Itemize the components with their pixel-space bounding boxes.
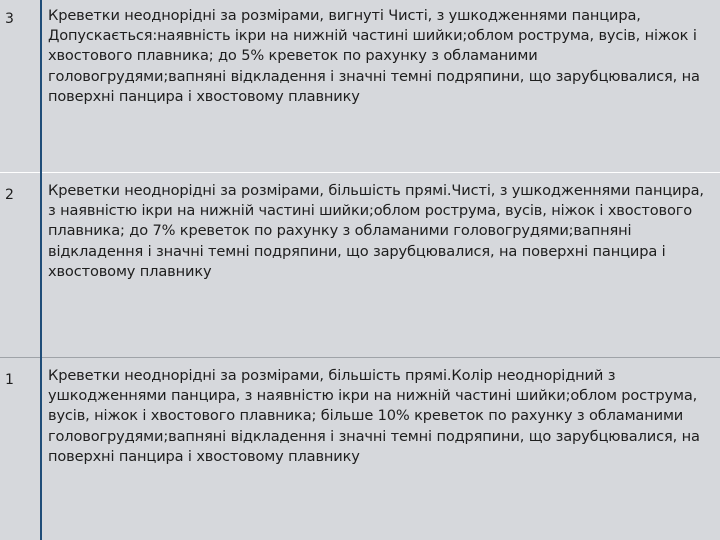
grade-cell [0, 173, 41, 358]
table-row [0, 358, 720, 540]
description-cell [41, 173, 720, 358]
grade-number: 2 [5, 187, 14, 203]
table-row [0, 0, 720, 173]
grade-number: 1 [5, 372, 14, 388]
description-cell [41, 0, 720, 173]
grade-cell [0, 0, 41, 173]
table-row [0, 173, 720, 358]
grade-description: Креветки неоднорідні за розмірами, вигнуті Чисті, з ушкодженнями панцира, Допускається:наявність ікри на нижній частині шийки;облом рострума, вусів, ніжок і хвостового плавника; до 5% креветок по рахунку з обламаними головогрудями;вапняні відкладення і значні темні подряпини, що зарубцювалися, на поверхні панцира і хвостовому плавнику [48, 7, 700, 105]
grade-number: 3 [5, 11, 14, 27]
description-cell [41, 358, 720, 540]
grade-cell [0, 358, 41, 540]
grade-description: Креветки неоднорідні за розмірами, більшість прямі.Колір неоднорідний з ушкодженнями панцира, з наявністю ікри на нижній частині шийки;облом рострума, вусів, ніжок і хвостового плавника; більше 10% креветок по рахунку з обламаними головогрудями;вапняні відкладення і значні темні подряпини, що зарубцювалися, на поверхні панцира і хвостовому плавнику [48, 367, 700, 465]
grade-description: Креветки неоднорідні за розмірами, більшість прямі.Чисті, з ушкодженнями панцира, з наявністю ікри на нижній частині шийки;облом рострума, вусів, ніжок і хвостового плавника; до 7% креветок по рахунку з обламаними головогрудями;вапняні відкладення і значні темні подряпини, що зарубцювалися, на поверхні панцира і хвостовому плавнику [48, 182, 704, 280]
